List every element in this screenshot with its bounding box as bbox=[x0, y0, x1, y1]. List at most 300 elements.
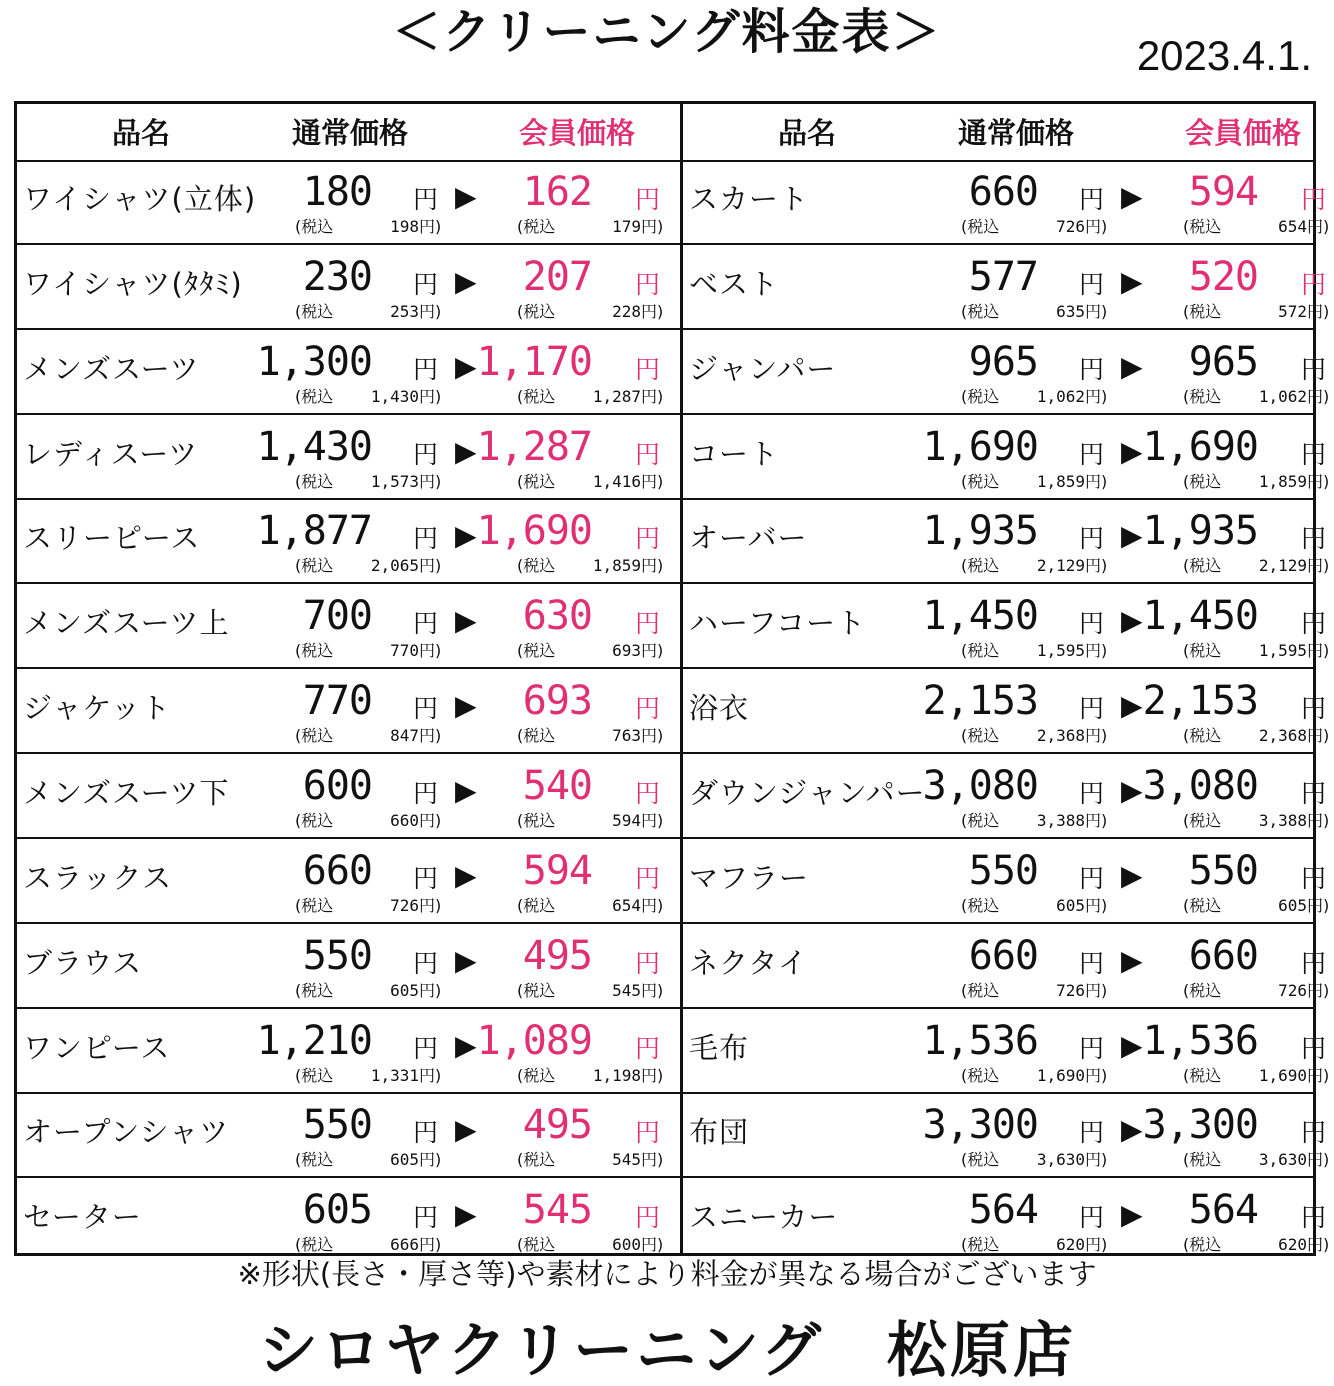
arrow-right-icon: ▶ bbox=[455, 604, 477, 638]
arrow-right-icon: ▶ bbox=[1121, 180, 1143, 213]
member-price: 1,450 bbox=[1142, 593, 1258, 640]
member-tax-included bbox=[517, 980, 663, 1002]
price-row bbox=[17, 1093, 680, 1178]
item-name: ジャケット bbox=[23, 691, 171, 726]
tax-value: 3,630 bbox=[1258, 1150, 1307, 1170]
tax-value: 770 bbox=[390, 641, 419, 661]
regular-yen-label: 円 bbox=[1079, 1203, 1105, 1233]
member-yen-label: 円 bbox=[635, 948, 661, 978]
member-price: 162 bbox=[522, 169, 592, 215]
price-row bbox=[683, 499, 1330, 584]
tax-prefix: (税込 bbox=[1183, 471, 1222, 491]
tax-suffix: 円) bbox=[641, 980, 664, 1000]
tax-prefix: (税込 bbox=[295, 726, 334, 746]
member-price: 1,287 bbox=[476, 423, 592, 470]
tax-prefix: (税込 bbox=[517, 810, 556, 830]
tax-suffix: 円) bbox=[641, 556, 664, 576]
tax-suffix: 円) bbox=[419, 556, 442, 576]
regular-yen-label: 円 bbox=[413, 1033, 439, 1063]
tax-prefix: (税込 bbox=[517, 556, 556, 576]
regular-tax-included bbox=[961, 301, 1107, 323]
regular-tax-included bbox=[295, 640, 441, 662]
tax-value: 2,129 bbox=[1258, 556, 1307, 576]
item-name: マフラー bbox=[689, 860, 810, 895]
tax-suffix: 円) bbox=[641, 641, 664, 661]
regular-price: 230 bbox=[302, 253, 372, 300]
header-item-name: 品名 bbox=[778, 116, 837, 150]
regular-price: 1,450 bbox=[922, 593, 1038, 640]
member-tax-included bbox=[517, 640, 663, 662]
price-row bbox=[17, 924, 680, 1009]
tax-value: 2,368 bbox=[1258, 726, 1307, 746]
arrow-right-icon: ▶ bbox=[1121, 1113, 1143, 1147]
price-row bbox=[17, 415, 680, 500]
regular-yen-label: 円 bbox=[1079, 1033, 1105, 1063]
tax-value: 1,287 bbox=[592, 386, 641, 406]
regular-price: 1,300 bbox=[256, 338, 372, 385]
tax-prefix: (税込 bbox=[517, 1150, 556, 1170]
page-title: ＜クリーニング料金表＞ bbox=[392, 4, 942, 60]
regular-yen-label: 円 bbox=[1079, 609, 1105, 639]
regular-yen-label: 円 bbox=[1079, 1118, 1105, 1148]
arrow-right-icon: ▶ bbox=[1121, 858, 1143, 892]
tax-prefix: (税込 bbox=[517, 217, 556, 236]
item-name: セーター bbox=[23, 1200, 142, 1235]
regular-yen-label: 円 bbox=[1079, 439, 1105, 469]
price-row bbox=[683, 584, 1330, 669]
regular-tax-included bbox=[295, 725, 441, 747]
regular-yen-label: 円 bbox=[413, 354, 439, 384]
arrow-right-icon: ▶ bbox=[455, 1198, 477, 1232]
item-name: 浴衣 bbox=[689, 691, 750, 726]
regular-yen-label: 円 bbox=[1079, 354, 1105, 384]
tax-suffix: 円) bbox=[1307, 301, 1330, 321]
item-name: ジャンパー bbox=[689, 351, 837, 386]
price-row bbox=[683, 754, 1330, 839]
price-row bbox=[17, 330, 680, 415]
regular-price: 577 bbox=[968, 253, 1038, 300]
regular-tax-included bbox=[961, 1234, 1107, 1256]
tax-value: 605 bbox=[1278, 895, 1307, 915]
member-tax-included bbox=[1183, 555, 1329, 577]
tax-suffix: 円) bbox=[1085, 301, 1108, 321]
regular-yen-label: 円 bbox=[1079, 863, 1105, 893]
item-name: ワイシャツ(立体) bbox=[23, 182, 257, 216]
member-yen-label: 円 bbox=[635, 1203, 661, 1233]
tax-value: 666 bbox=[390, 1235, 419, 1255]
member-tax-included bbox=[517, 895, 663, 917]
regular-yen-label: 円 bbox=[1079, 185, 1105, 214]
tax-value: 253 bbox=[390, 301, 419, 321]
arrow-right-icon: ▶ bbox=[455, 180, 477, 213]
tax-suffix: 円) bbox=[641, 1065, 664, 1085]
regular-yen-label: 円 bbox=[413, 269, 439, 299]
member-price: 3,080 bbox=[1142, 762, 1258, 809]
regular-price: 605 bbox=[302, 1187, 372, 1234]
member-price: 2,153 bbox=[1142, 678, 1258, 725]
tax-prefix: (税込 bbox=[1183, 301, 1222, 321]
price-row bbox=[683, 330, 1330, 415]
arrow-right-icon: ▶ bbox=[1121, 264, 1143, 298]
member-price: 1,536 bbox=[1142, 1017, 1258, 1064]
tax-suffix: 円) bbox=[1307, 1065, 1330, 1085]
item-name: ワイシャツ(ﾀﾀﾐ) bbox=[23, 266, 243, 301]
member-yen-label: 円 bbox=[1301, 609, 1327, 639]
regular-price: 770 bbox=[302, 678, 372, 725]
tax-prefix: (税込 bbox=[295, 1150, 334, 1170]
regular-price: 1,935 bbox=[922, 508, 1038, 555]
tax-suffix: 円) bbox=[419, 386, 442, 406]
item-name: ベスト bbox=[689, 266, 780, 301]
regular-tax-included bbox=[961, 386, 1107, 408]
member-price: 495 bbox=[522, 932, 592, 979]
price-row bbox=[17, 1009, 680, 1094]
tax-value: 726 bbox=[390, 895, 419, 915]
tax-prefix: (税込 bbox=[961, 895, 1000, 915]
regular-yen-label: 円 bbox=[413, 609, 439, 639]
header-member-price: 会員価格 bbox=[519, 116, 636, 150]
tax-suffix: 円) bbox=[641, 217, 664, 236]
column-header-row bbox=[17, 104, 680, 162]
tax-value: 635 bbox=[1056, 301, 1085, 321]
price-row bbox=[17, 669, 680, 754]
item-name: スリーピース bbox=[23, 521, 201, 556]
regular-tax-included bbox=[961, 555, 1107, 577]
tax-value: 1,573 bbox=[370, 471, 419, 491]
member-tax-included bbox=[517, 216, 663, 238]
member-yen-label: 円 bbox=[1301, 694, 1327, 724]
tax-prefix: (税込 bbox=[295, 217, 334, 236]
member-yen-label: 円 bbox=[1301, 439, 1327, 469]
member-price: 630 bbox=[522, 593, 592, 640]
price-row bbox=[17, 160, 680, 245]
regular-price: 1,430 bbox=[256, 423, 372, 470]
tax-suffix: 円) bbox=[1307, 556, 1330, 576]
regular-tax-included bbox=[961, 216, 1107, 238]
tax-prefix: (税込 bbox=[295, 556, 334, 576]
item-name: コート bbox=[689, 436, 780, 471]
member-tax-included bbox=[517, 555, 663, 577]
member-price: 1,089 bbox=[476, 1017, 592, 1064]
member-price: 594 bbox=[1188, 169, 1258, 215]
regular-price: 180 bbox=[302, 169, 372, 215]
tax-value: 726 bbox=[1056, 217, 1085, 236]
item-name: メンズスーツ上 bbox=[23, 606, 230, 641]
item-name: スニーカー bbox=[689, 1200, 839, 1235]
tax-suffix: 円) bbox=[419, 1235, 442, 1255]
item-name: ネクタイ bbox=[689, 945, 808, 980]
tax-value: 1,690 bbox=[1036, 1065, 1085, 1085]
tax-prefix: (税込 bbox=[961, 301, 1000, 321]
member-tax-included bbox=[1183, 386, 1329, 408]
tax-suffix: 円) bbox=[419, 980, 442, 1000]
member-tax-included bbox=[517, 725, 663, 747]
tax-suffix: 円) bbox=[641, 386, 664, 406]
tax-suffix: 円) bbox=[641, 895, 664, 915]
regular-tax-included bbox=[295, 471, 441, 493]
member-tax-included bbox=[517, 386, 663, 408]
tax-value: 1,690 bbox=[1258, 1065, 1307, 1085]
member-tax-included bbox=[1183, 1149, 1329, 1171]
item-name: スラックス bbox=[23, 860, 173, 895]
price-row bbox=[17, 754, 680, 839]
tax-value: 693 bbox=[612, 641, 641, 661]
tax-value: 1,331 bbox=[370, 1065, 419, 1085]
regular-yen-label: 円 bbox=[413, 1118, 439, 1148]
member-yen-label: 円 bbox=[635, 609, 661, 639]
arrow-right-icon: ▶ bbox=[1121, 604, 1143, 638]
tax-prefix: (税込 bbox=[1183, 810, 1222, 830]
member-tax-included bbox=[1183, 895, 1329, 917]
regular-yen-label: 円 bbox=[413, 948, 439, 978]
tax-prefix: (税込 bbox=[961, 556, 1000, 576]
member-yen-label: 円 bbox=[1301, 948, 1327, 978]
price-row bbox=[17, 839, 680, 924]
tax-value: 654 bbox=[612, 895, 641, 915]
regular-yen-label: 円 bbox=[1079, 778, 1105, 808]
tax-suffix: 円) bbox=[419, 810, 442, 830]
tax-value: 1,416 bbox=[592, 471, 641, 491]
tax-suffix: 円) bbox=[1085, 1235, 1108, 1255]
member-yen-label: 円 bbox=[1301, 185, 1327, 214]
regular-tax-included bbox=[295, 301, 441, 323]
tax-prefix: (税込 bbox=[1183, 1065, 1222, 1085]
tax-value: 605 bbox=[390, 1150, 419, 1170]
tax-value: 545 bbox=[612, 980, 641, 1000]
arrow-right-icon: ▶ bbox=[455, 264, 477, 298]
regular-price: 550 bbox=[302, 932, 372, 979]
tax-prefix: (税込 bbox=[1183, 641, 1222, 661]
tax-prefix: (税込 bbox=[1183, 895, 1222, 915]
tax-value: 1,062 bbox=[1258, 386, 1307, 406]
tax-prefix: (税込 bbox=[1183, 980, 1222, 1000]
regular-yen-label: 円 bbox=[413, 439, 439, 469]
member-price: 540 bbox=[522, 762, 592, 809]
regular-yen-label: 円 bbox=[413, 185, 439, 214]
member-yen-label: 円 bbox=[635, 185, 661, 214]
price-row bbox=[17, 584, 680, 669]
member-tax-included bbox=[517, 1234, 663, 1256]
tax-value: 594 bbox=[612, 810, 641, 830]
regular-price: 3,080 bbox=[922, 762, 1038, 809]
tax-prefix: (税込 bbox=[295, 471, 334, 491]
item-name: 布団 bbox=[689, 1115, 750, 1150]
tax-suffix: 円) bbox=[419, 1065, 442, 1085]
regular-price: 1,690 bbox=[922, 423, 1038, 470]
price-row bbox=[683, 1009, 1330, 1094]
tax-suffix: 円) bbox=[1085, 1150, 1108, 1170]
tax-prefix: (税込 bbox=[961, 1235, 1000, 1255]
store-name: シロヤクリーニング 松原店 bbox=[258, 1316, 1076, 1386]
arrow-right-icon: ▶ bbox=[455, 434, 477, 468]
member-price: 1,690 bbox=[1142, 423, 1258, 470]
tax-suffix: 円) bbox=[1307, 1235, 1330, 1255]
price-row bbox=[683, 415, 1330, 500]
price-column-right bbox=[680, 104, 1330, 1255]
tax-suffix: 円) bbox=[1085, 726, 1108, 746]
tax-value: 545 bbox=[612, 1150, 641, 1170]
member-yen-label: 円 bbox=[1301, 778, 1327, 808]
tax-value: 1,859 bbox=[1036, 471, 1085, 491]
item-name: ブラウス bbox=[23, 945, 143, 980]
tax-value: 2,129 bbox=[1036, 556, 1085, 576]
member-price: 3,300 bbox=[1142, 1102, 1258, 1149]
regular-yen-label: 円 bbox=[413, 524, 439, 554]
tax-prefix: (税込 bbox=[295, 895, 334, 915]
member-price: 660 bbox=[1188, 932, 1258, 979]
tax-prefix: (税込 bbox=[517, 1235, 556, 1255]
tax-value: 726 bbox=[1278, 980, 1307, 1000]
tax-prefix: (税込 bbox=[517, 1065, 556, 1085]
tax-prefix: (税込 bbox=[295, 301, 334, 321]
arrow-right-icon: ▶ bbox=[1121, 1198, 1143, 1232]
header-regular-price: 通常価格 bbox=[292, 116, 409, 150]
member-price: 1,935 bbox=[1142, 508, 1258, 555]
tax-value: 726 bbox=[1056, 980, 1085, 1000]
header-regular-price: 通常価格 bbox=[958, 116, 1075, 150]
regular-tax-included bbox=[295, 216, 441, 238]
regular-yen-label: 円 bbox=[413, 694, 439, 724]
header-item-name: 品名 bbox=[112, 116, 171, 150]
tax-suffix: 円) bbox=[419, 726, 442, 746]
tax-suffix: 円) bbox=[641, 726, 664, 746]
tax-suffix: 円) bbox=[419, 301, 442, 321]
tax-value: 1,430 bbox=[370, 386, 419, 406]
tax-prefix: (税込 bbox=[295, 1065, 334, 1085]
member-tax-included bbox=[517, 810, 663, 832]
tax-suffix: 円) bbox=[1085, 810, 1108, 830]
arrow-right-icon: ▶ bbox=[1121, 773, 1143, 807]
arrow-right-icon: ▶ bbox=[455, 349, 477, 383]
tax-suffix: 円) bbox=[1307, 641, 1330, 661]
tax-prefix: (税込 bbox=[961, 641, 1000, 661]
arrow-right-icon: ▶ bbox=[1121, 1028, 1143, 1062]
tax-prefix: (税込 bbox=[1183, 556, 1222, 576]
price-row bbox=[17, 499, 680, 584]
member-yen-label: 円 bbox=[635, 863, 661, 893]
regular-tax-included bbox=[961, 1149, 1107, 1171]
regular-tax-included bbox=[961, 471, 1107, 493]
effective-date: 2023.4.1. bbox=[1136, 32, 1312, 79]
tax-value: 620 bbox=[1056, 1235, 1085, 1255]
item-name: オープンシャツ bbox=[23, 1115, 230, 1150]
arrow-right-icon: ▶ bbox=[455, 519, 477, 553]
member-tax-included bbox=[517, 301, 663, 323]
tax-prefix: (税込 bbox=[517, 301, 556, 321]
tax-suffix: 円) bbox=[419, 471, 442, 491]
tax-prefix: (税込 bbox=[517, 386, 556, 406]
tax-prefix: (税込 bbox=[295, 980, 334, 1000]
regular-tax-included bbox=[295, 895, 441, 917]
arrow-right-icon: ▶ bbox=[1121, 349, 1143, 383]
regular-yen-label: 円 bbox=[1079, 948, 1105, 978]
member-tax-included bbox=[517, 471, 663, 493]
regular-yen-label: 円 bbox=[413, 778, 439, 808]
tax-suffix: 円) bbox=[1307, 810, 1330, 830]
tax-suffix: 円) bbox=[1307, 1150, 1330, 1170]
tax-prefix: (税込 bbox=[295, 641, 334, 661]
tax-prefix: (税込 bbox=[961, 1150, 1000, 1170]
tax-value: 600 bbox=[612, 1235, 641, 1255]
tax-prefix: (税込 bbox=[1183, 1235, 1222, 1255]
member-price: 564 bbox=[1188, 1187, 1258, 1234]
regular-price: 550 bbox=[968, 847, 1038, 894]
item-name: メンズスーツ bbox=[23, 351, 200, 386]
tax-value: 2,065 bbox=[370, 556, 419, 576]
regular-price: 965 bbox=[968, 338, 1038, 385]
regular-tax-included bbox=[295, 386, 441, 408]
regular-tax-included bbox=[961, 810, 1107, 832]
arrow-right-icon: ▶ bbox=[1121, 519, 1143, 553]
tax-prefix: (税込 bbox=[517, 726, 556, 746]
tax-value: 1,859 bbox=[592, 556, 641, 576]
arrow-right-icon: ▶ bbox=[455, 773, 477, 807]
header-member-price: 会員価格 bbox=[1185, 116, 1302, 150]
tax-value: 1,062 bbox=[1036, 386, 1085, 406]
member-tax-included bbox=[1183, 1065, 1329, 1087]
price-row bbox=[683, 924, 1330, 1009]
member-yen-label: 円 bbox=[1301, 1033, 1327, 1063]
tax-suffix: 円) bbox=[1307, 726, 1330, 746]
regular-tax-included bbox=[295, 555, 441, 577]
member-yen-label: 円 bbox=[635, 1033, 661, 1063]
tax-suffix: 円) bbox=[1085, 386, 1108, 406]
member-tax-included bbox=[1183, 980, 1329, 1002]
price-row bbox=[683, 669, 1330, 754]
regular-price: 660 bbox=[968, 169, 1038, 215]
tax-value: 572 bbox=[1278, 301, 1307, 321]
regular-price: 700 bbox=[302, 593, 372, 640]
regular-price: 660 bbox=[302, 847, 372, 894]
regular-price: 660 bbox=[968, 932, 1038, 979]
regular-yen-label: 円 bbox=[1079, 269, 1105, 299]
tax-suffix: 円) bbox=[419, 895, 442, 915]
arrow-right-icon: ▶ bbox=[455, 1028, 477, 1062]
tax-value: 660 bbox=[390, 810, 419, 830]
price-row bbox=[683, 839, 1330, 924]
tax-suffix: 円) bbox=[1307, 471, 1330, 491]
regular-price: 1,877 bbox=[256, 508, 372, 555]
tax-value: 620 bbox=[1278, 1235, 1307, 1255]
tax-value: 605 bbox=[390, 980, 419, 1000]
member-yen-label: 円 bbox=[635, 354, 661, 384]
member-tax-included bbox=[1183, 810, 1329, 832]
member-price: 693 bbox=[522, 678, 592, 725]
tax-prefix: (税込 bbox=[295, 810, 334, 830]
tax-prefix: (税込 bbox=[961, 386, 1000, 406]
member-price: 1,170 bbox=[476, 338, 592, 385]
member-tax-included bbox=[1183, 471, 1329, 493]
price-row bbox=[683, 160, 1330, 245]
tax-suffix: 円) bbox=[1307, 386, 1330, 406]
tax-value: 179 bbox=[612, 217, 641, 236]
tax-prefix: (税込 bbox=[295, 1235, 334, 1255]
tax-suffix: 円) bbox=[1085, 1065, 1108, 1085]
member-yen-label: 円 bbox=[635, 269, 661, 299]
regular-yen-label: 円 bbox=[1079, 524, 1105, 554]
tax-suffix: 円) bbox=[1307, 980, 1330, 1000]
price-row bbox=[17, 245, 680, 330]
tax-prefix: (税込 bbox=[961, 980, 1000, 1000]
tax-value: 763 bbox=[612, 726, 641, 746]
column-header-row bbox=[683, 104, 1313, 162]
tax-suffix: 円) bbox=[1307, 895, 1330, 915]
tax-value: 1,595 bbox=[1036, 641, 1085, 661]
tax-suffix: 円) bbox=[641, 1235, 664, 1255]
member-yen-label: 円 bbox=[1301, 354, 1327, 384]
tax-suffix: 円) bbox=[1085, 217, 1108, 236]
item-name: ハーフコート bbox=[689, 606, 867, 641]
